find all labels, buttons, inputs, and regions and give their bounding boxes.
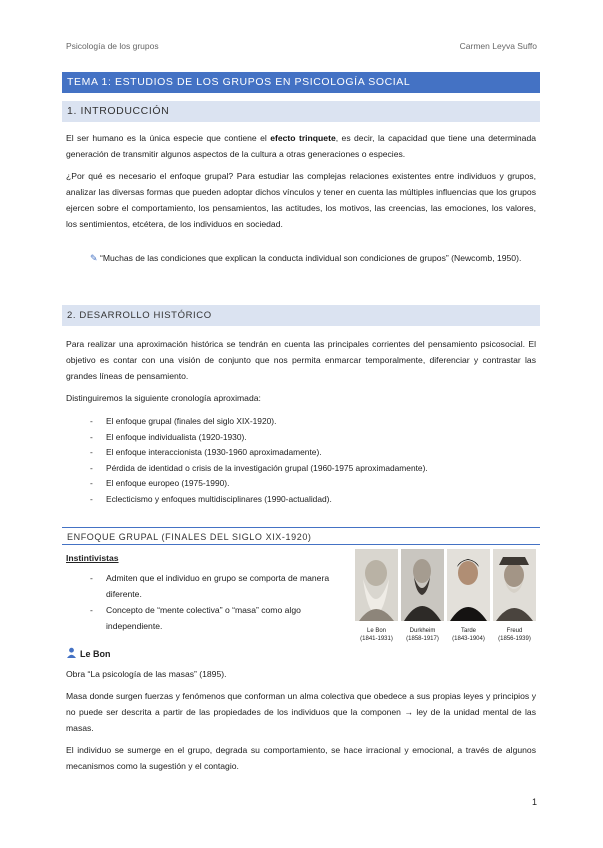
- portrait-photo: [493, 549, 536, 621]
- desarrollo-heading: 2. DESARROLLO HISTÓRICO: [62, 305, 540, 326]
- portrait-photo: [401, 549, 444, 621]
- list-item: - Admiten que el individuo en grupo se comporta de manera diferente.: [90, 570, 348, 602]
- intro-paragraph-2: ¿Por qué es necesario el enfoque grupal? Para estudiar las complejas relaciones existentes entre individuos y grupos, analizar las diversas formas que pueden adoptar dichos vínculos y tener en cuenta las múltiples influencias que los grupos ejercen sobre el comportamiento, los pensamientos, las actitudes, los motivos, las creencias, las emociones, los valores, los sentimientos, etcétera, de los individuos en sociedad.: [66, 171, 536, 229]
- portrait-photo: [447, 549, 490, 621]
- desarrollo-paragraph-2: Distinguiremos la siguiente cronología aproximada:: [66, 393, 261, 403]
- intro-heading: 1. INTRODUCCIÓN: [62, 101, 540, 122]
- list-item: - El enfoque grupal (finales del siglo XIX-1920).: [90, 414, 428, 430]
- le-bon-heading: Le Bon: [66, 647, 111, 659]
- tema-title: TEMA 1: ESTUDIOS DE LOS GRUPOS EN PSICOLOGÍA SOCIAL: [62, 72, 540, 93]
- portrait-caption: Freud (1856-1939): [498, 628, 531, 642]
- instintivistas-subheading: Instintivistas: [66, 553, 119, 563]
- le-bon-individuo-paragraph: El individuo se sumerge en el grupo, degrada su comportamiento, se hace irracional y emocional, a través de algunos mecanismos como la sugestión y el contagio.: [66, 745, 536, 771]
- intro-paragraph-1: El ser humano es la única especie que contiene el efecto trinquete, es decir, la capacidad que tiene una determinada generación de transmitir algunos aspectos de la cultura a otras generaciones o especies.: [66, 133, 537, 159]
- list-item: - Pérdida de identidad o crisis de la investigación grupal (1960-1975 aproximadamente).: [90, 461, 428, 477]
- portrait-photo: [355, 549, 398, 621]
- quill-icon: ✎: [90, 253, 98, 263]
- portrait-caption: Durkheim (1858-1917): [406, 628, 439, 642]
- instintivistas-list: [90, 570, 348, 634]
- list-item: - El enfoque individualista (1920-1930).: [90, 430, 428, 446]
- list-item: - El enfoque europeo (1975-1990).: [90, 476, 428, 492]
- portraits-figure: [355, 549, 535, 649]
- list-item: - Eclecticismo y enfoques multidisciplinares (1990-actualidad).: [90, 492, 428, 508]
- efecto-trinquete-term: efecto trinquete: [270, 133, 336, 143]
- le-bon-masa-paragraph: Masa donde surgen fuerzas y fenómenos que conforman un alma colectiva que obedece a sus propias leyes y principios y no puede ser descrita a partir de las propiedades de los individuos que la componen → ley de la unidad mental de las masas.: [66, 691, 536, 733]
- list-item: - El enfoque interaccionista (1930-1960 aproximadamente).: [90, 445, 428, 461]
- running-header-left: Psicología de los grupos: [66, 41, 159, 51]
- page-number: 1: [531, 797, 537, 807]
- desarrollo-paragraph-1: Para realizar una aproximación histórica se tendrán en cuenta las principales corrientes del pensamiento psicosocial. El objetivo es contar con una visión de conjunto que nos permita enmarcar temporalmente, diferenciar y contrastar las grandes líneas de pensamiento.: [66, 339, 536, 381]
- person-icon: [66, 647, 77, 658]
- enfoque-grupal-heading: ENFOQUE GRUPAL (FINALES DEL SIGLO XIX-1920): [62, 527, 540, 545]
- cronologia-list: [90, 414, 428, 507]
- portrait-caption: Tarde (1843-1904): [452, 628, 485, 642]
- running-header-right: Carmen Leyva Suffo: [459, 41, 537, 51]
- portrait-caption: Le Bon (1841-1931): [360, 628, 393, 642]
- le-bon-obra: Obra “La psicología de las masas” (1895).: [66, 669, 227, 679]
- list-item: - Concepto de “mente colectiva” o “masa” como algo independiente.: [90, 602, 348, 634]
- newcomb-quote: ✎ “Muchas de las condiciones que explican la conducta individual son condiciones de grupos” (Newcomb, 1950).: [90, 250, 536, 266]
